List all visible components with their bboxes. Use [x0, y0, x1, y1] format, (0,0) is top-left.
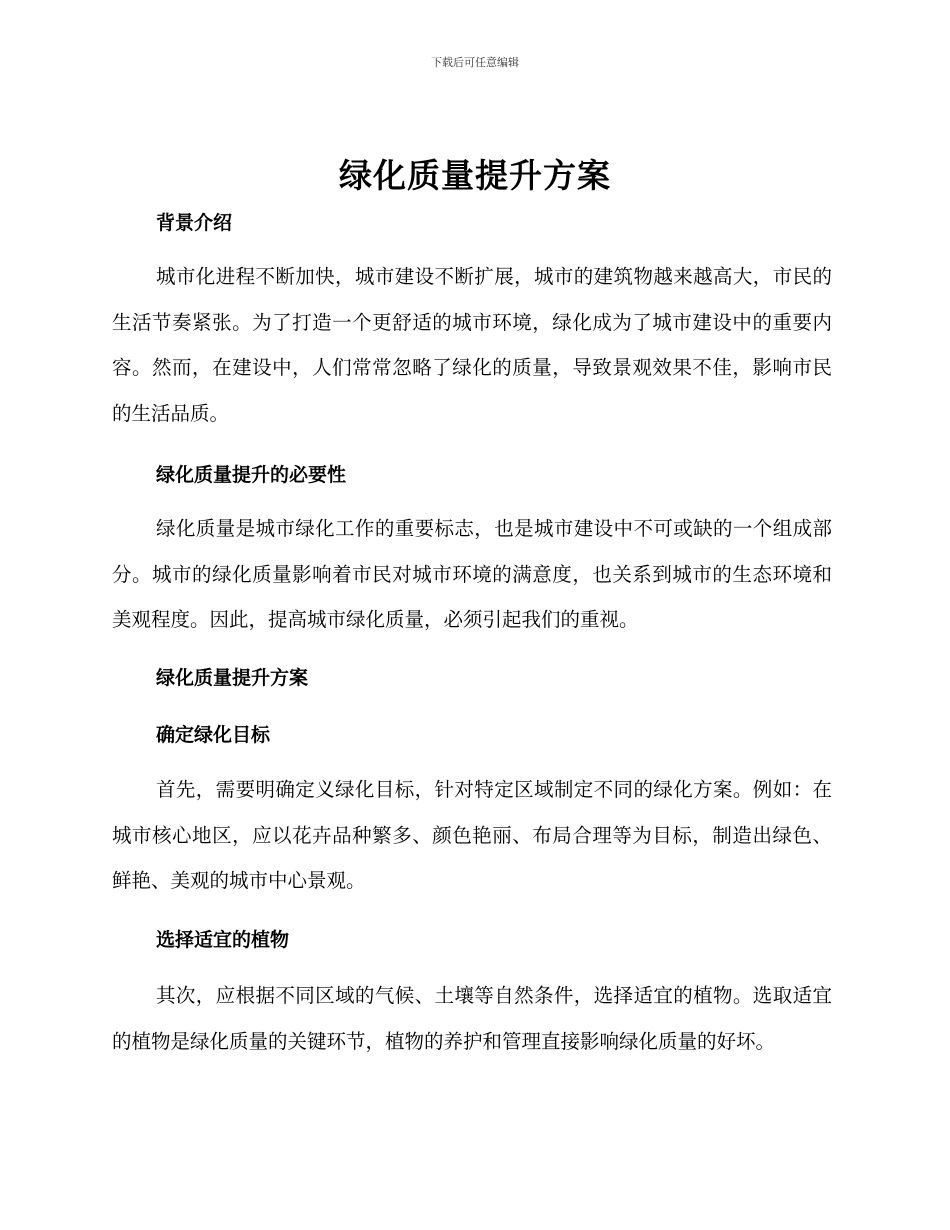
section-heading-necessity: 绿化质量提升的必要性 [156, 464, 347, 486]
section-heading-plants: 选择适宜的植物 [156, 929, 290, 951]
section-heading-background: 背景介绍 [156, 212, 233, 234]
section-paragraph-background: 城市化进程不断加快，城市建设不断扩展，城市的建筑物越来越高大，市民的生活节奏紧张。为了打造一个更舒适的城市环境，绿化成为了城市建设中的重要内容。然而，在建设中，人们常常忽略了绿化的质量，导致景观效果不佳，影响市民的生活品质。 [112, 265, 832, 425]
page-header-note: 下载后可任意编辑 [431, 56, 519, 69]
section-paragraph-necessity: 绿化质量是城市绿化工作的重要标志，也是城市建设中不可或缺的一个组成部分。城市的绿化质量影响着市民对城市环境的满意度，也关系到城市的生态环境和美观程度。因此，提高城市绿化质量，必须引起我们的重视。 [112, 517, 832, 631]
section-heading-plan: 绿化质量提升方案 [156, 667, 309, 689]
section-paragraph-plants: 其次，应根据不同区域的气候、土壤等自然条件，选择适宜的植物。选取适宜的植物是绿化质量的关键环节，植物的养护和管理直接影响绿化质量的好坏。 [112, 984, 832, 1053]
section-heading-goals: 确定绿化目标 [156, 724, 271, 746]
document-title: 绿化质量提升方案 [339, 156, 611, 195]
section-paragraph-goals: 首先，需要明确定义绿化目标，针对特定区域制定不同的绿化方案。例如：在城市核心地区，应以花卉品种繁多、颜色艳丽、布局合理等为目标，制造出绿色、鲜艳、美观的城市中心景观。 [112, 778, 832, 892]
